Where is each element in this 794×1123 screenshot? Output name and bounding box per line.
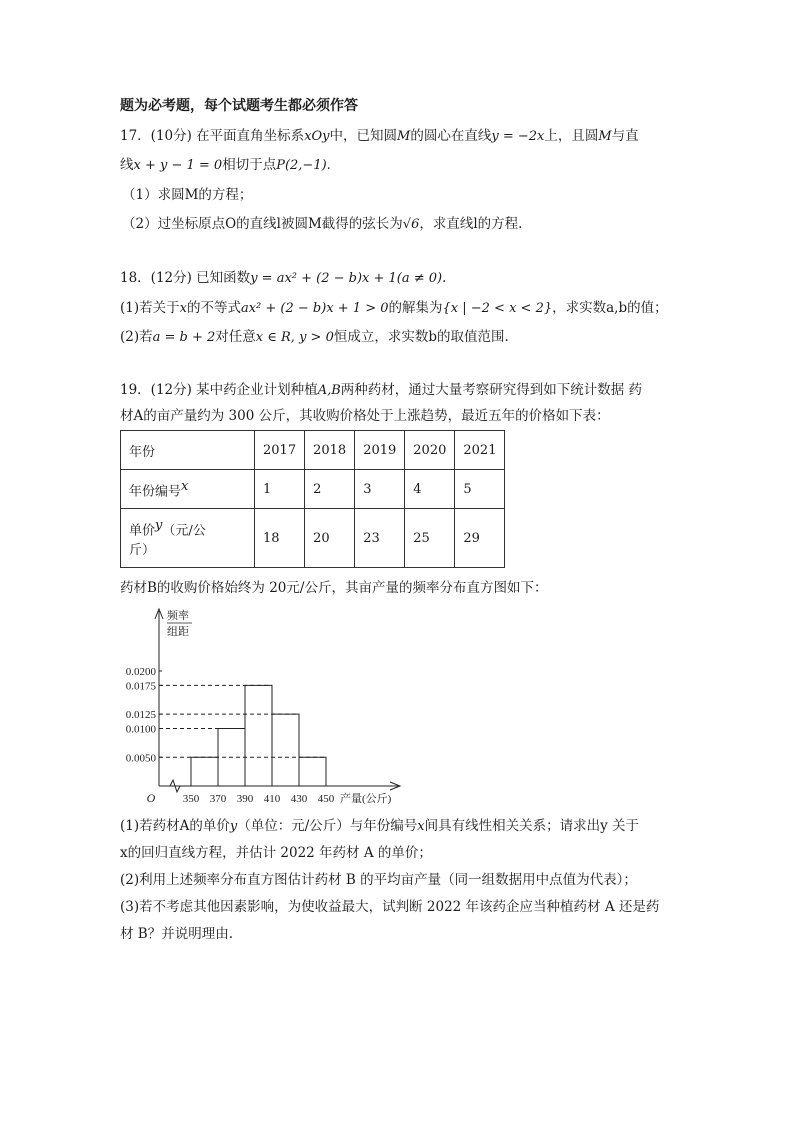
- q18-text: (1)若关于: [120, 300, 180, 316]
- table-cell: 20: [305, 509, 355, 568]
- table-cell: 5: [455, 470, 505, 509]
- q17-xoy: xOy: [304, 129, 330, 144]
- q19-text: 19．(12分) 某中药企业计划种植: [120, 382, 318, 398]
- table-cell: 2017: [255, 431, 305, 470]
- q19-text: 间具有线性相关关系；请求出y 关于: [424, 818, 640, 834]
- table-cell: 23: [355, 509, 405, 568]
- histogram-bar: [245, 685, 272, 786]
- q18-part1: [120, 298, 668, 319]
- y-tick-label: 0.0125: [125, 709, 156, 722]
- q18-line1: [120, 268, 446, 289]
- q17-text: 与直: [611, 128, 639, 144]
- q18-text: 18．(12分) 已知函数: [120, 270, 251, 286]
- q17-part2: [122, 214, 522, 235]
- q19-after-table: 药材B的收购价格始终为 20元/公斤，其亩产量的频率分布直方图如下：: [120, 580, 548, 596]
- q19-y: y: [229, 819, 238, 834]
- q17-line-eq: y = −2x: [491, 129, 545, 144]
- q19-part1-line2: x的回归直线方程，并估计 2022 年药材 A 的单价；: [120, 845, 432, 861]
- table-row: [121, 431, 505, 470]
- q18-part2: [120, 327, 509, 348]
- histogram-chart: [125, 605, 420, 810]
- table-row: [121, 509, 505, 568]
- q17-text: 中，已知圆: [329, 128, 398, 144]
- q18-text: 恒成立，求实数b的取值范围.: [333, 329, 509, 345]
- table-cell: 2019: [355, 431, 405, 470]
- header-text: （元/公: [162, 523, 206, 539]
- q17-text: 线: [120, 157, 134, 173]
- q19-part3-line2: 材 B？并说明理由.: [120, 926, 234, 942]
- table-cell: 2: [305, 470, 355, 509]
- q18-text: 的解集为: [388, 300, 443, 316]
- q18-condition: x ∈ R, y > 0: [255, 330, 334, 345]
- q17-line1: [120, 126, 639, 147]
- table-header-code: [121, 470, 255, 509]
- y-tick-label: 0.0100: [125, 723, 156, 736]
- x-tick-label: 390: [236, 793, 254, 805]
- histogram-bar: [191, 757, 218, 786]
- table-cell: 4: [405, 470, 455, 509]
- table-header-year: 年份: [121, 431, 255, 470]
- q18-function: y = ax² + (2 − b)x + 1(a ≠ 0): [250, 271, 443, 286]
- x-tick-label: 410: [263, 793, 281, 805]
- histogram-bar: [272, 714, 299, 786]
- q17-text: 17．(10分) 在平面直角坐标系: [120, 128, 305, 144]
- y-tick-label: 0.0175: [125, 680, 156, 693]
- q19-ab: A,B: [317, 383, 341, 398]
- q18-x: x: [179, 301, 187, 316]
- x-axis-label: 产量(公斤): [340, 793, 392, 805]
- q18-text: 的不等式: [186, 300, 241, 316]
- q17-text: （2）过坐标原点O的直线l被圆M截得的弦长为: [122, 216, 403, 232]
- q17-text: 上，且圆: [544, 128, 599, 144]
- origin-label: O: [146, 791, 156, 805]
- table-cell: 29: [455, 509, 505, 568]
- q19-text: （单位：元/公斤）与年份编号: [237, 818, 418, 834]
- q19-part1-line1: [120, 816, 639, 837]
- y-tick-label: 0.0200: [125, 666, 156, 678]
- q17-m: M: [397, 129, 411, 144]
- y-label-top: 频率: [167, 610, 189, 622]
- price-table: [120, 430, 505, 568]
- x-tick-label: 350: [182, 793, 200, 805]
- y-label-bottom: 组距: [167, 626, 189, 638]
- header-text: 斤）: [129, 542, 156, 558]
- histogram-bar: [299, 757, 326, 786]
- table-cell: 2021: [455, 431, 505, 470]
- q17-tangent-eq: x + y − 1 = 0: [133, 158, 223, 173]
- q18-solution-set: {x | −2 < x < 2}: [442, 301, 553, 316]
- x-tick-label: 430: [290, 793, 308, 805]
- q17-line2: [120, 155, 331, 176]
- header-var: x: [181, 478, 189, 494]
- table-cell: 1: [255, 470, 305, 509]
- q19-x: x: [417, 819, 425, 834]
- q17-point: P(2,−1).: [276, 158, 331, 173]
- q19-part2: (2)利用上述频率分布直方图估计药材 B 的平均亩产量（同一组数据用中点值为代表）；: [120, 872, 637, 888]
- q18-condition-eq: a = b + 2: [152, 330, 216, 345]
- q18-text: .: [442, 270, 447, 286]
- header-text: 年份编号: [129, 484, 182, 500]
- q18-text: (2)若: [120, 329, 153, 345]
- q19-line2: 材A的亩产量约为 300 公斤，其收购价格处于上涨趋势，最近五年的价格如下表：: [120, 408, 610, 424]
- q17-text: ，求直线l的方程.: [419, 216, 523, 232]
- q18-text: ，求实数a,b的值；: [552, 300, 668, 316]
- q17-part1: （1）求圆M的方程；: [122, 187, 253, 203]
- table-cell: 3: [355, 470, 405, 509]
- table-cell: 2018: [305, 431, 355, 470]
- table-row: [121, 470, 505, 509]
- section-title: 题为必考题，每个试题考生都必须作答: [120, 98, 358, 114]
- table-cell: 25: [405, 509, 455, 568]
- q18-inequality: ax² + (2 − b)x + 1 > 0: [240, 301, 389, 316]
- q19-line1: [120, 380, 642, 401]
- q17-text: 的圆心在直线: [410, 128, 492, 144]
- q17-text: 相切于点: [222, 157, 277, 173]
- y-tick-label: 0.0050: [125, 752, 156, 765]
- q18-text: 对任意: [215, 329, 256, 345]
- header-var: y: [155, 518, 163, 534]
- table-header-price: [121, 509, 255, 568]
- header-text: 单价: [129, 523, 156, 539]
- table-cell: 2020: [405, 431, 455, 470]
- q19-text: 两种药材，通过大量考察研究得到如下统计数据 药: [340, 382, 643, 398]
- q17-m: M: [598, 129, 612, 144]
- x-tick-label: 370: [209, 793, 227, 805]
- q19-part3-line1: (3)若不考虑其他因素影响，为使收益最大，试判断 2022 年该药企应当种植药材 A 还是药: [120, 899, 660, 915]
- q19-text: (1)若药材A的单价: [120, 818, 230, 834]
- q17-root: √6: [402, 217, 420, 232]
- x-tick-label: 450: [317, 793, 335, 805]
- table-cell: 18: [255, 509, 305, 568]
